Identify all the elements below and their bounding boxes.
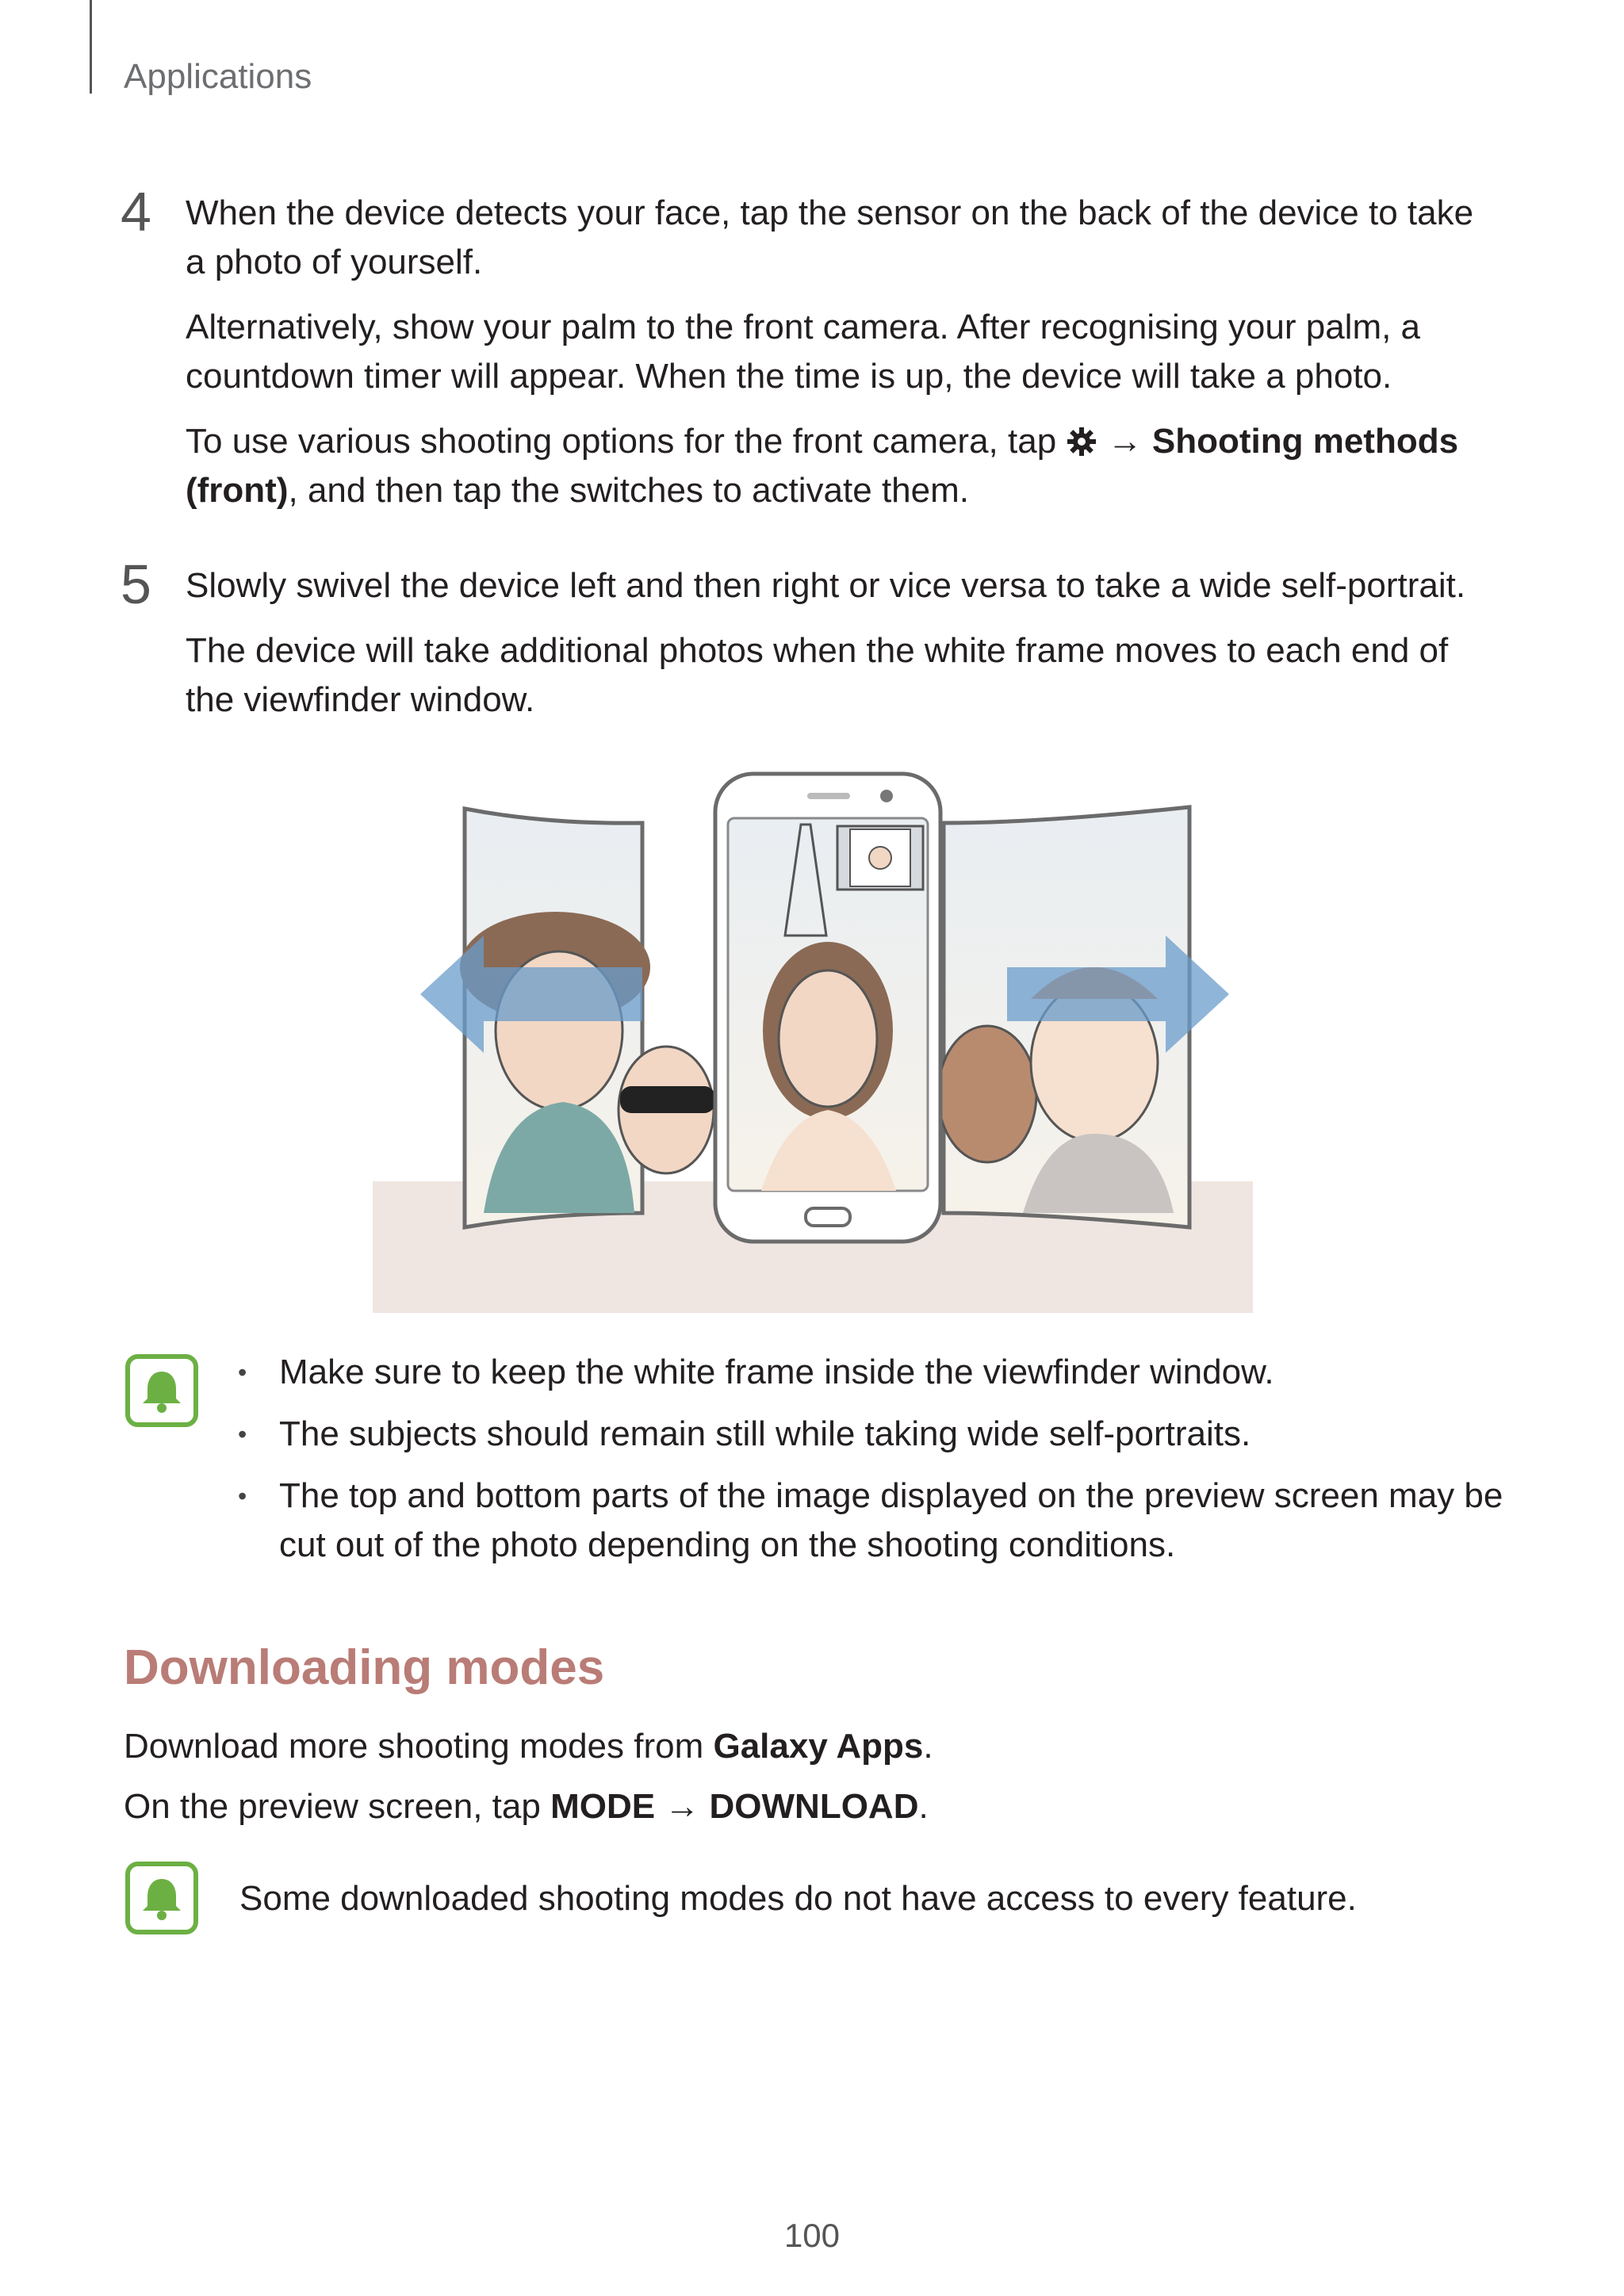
section-title: Downloading modes [124,1640,605,1695]
notes-list [238,1348,1507,1582]
step-4-text-3-pre: To use various shooting options for the front camera, tap [186,422,1067,461]
step-5-text-1: Slowly swivel the device left and then right or vice versa to take a wide self-portrait. [186,566,1466,605]
downloading-line-1-pre: Download more shooting modes from [124,1727,714,1766]
step-5-text-2: The device will take additional photos when the white frame moves to each end of the viewfinder window. [186,631,1449,719]
note-item: • The subjects should remain still while taking wide self-portraits. [238,1410,1507,1459]
downloading-line-2-arrow: → [655,1787,710,1826]
shooting-methods-label: Shooting methods (front) [186,422,1459,510]
mode-label: MODE [550,1787,656,1826]
note-2-text: Some downloaded shooting modes do not have access to every feature. [239,1879,1357,1918]
note-item: • The top and bottom parts of the image displayed on the preview screen may be cut out of the photo depending on the shooting conditions. [238,1471,1507,1570]
galaxy-apps-label: Galaxy Apps [713,1727,924,1766]
step-4-number: 4 [121,181,151,243]
note-item: • Make sure to keep the white frame inside the viewfinder window. [238,1348,1507,1397]
note-icon-2 [125,1862,198,1934]
page-number: 100 [783,2217,841,2254]
wide-selfie-illustration [373,769,1253,1313]
note-icon-1 [125,1354,198,1427]
download-label: DOWNLOAD [709,1787,919,1826]
step-4-text-3-post: , and then tap the switches to activate them. [288,471,969,510]
step-4-text-1: When the device detects your face, tap the sensor on the back of the device to take a photo of yourself. [186,193,1474,281]
downloading-line-2 [124,1782,1424,1831]
bell-icon [136,1873,187,1923]
section-label: Applications [124,57,312,96]
downloading-line-2-pre: On the preview screen, tap [124,1787,551,1826]
step-4-text-3-arrow: → [1097,422,1152,461]
step-4-text-2: Alternatively, show your palm to the front camera. After recognising your palm, a countdown timer will appear. When the time is up, the device will take a photo. [186,308,1421,396]
downloading-line-2-post: . [918,1787,929,1826]
bell-icon [136,1365,187,1416]
downloading-line-1-post: . [923,1727,933,1766]
step-5-number: 5 [121,553,151,615]
downloading-line-1 [124,1722,1424,1771]
header-rule [90,0,92,94]
gear-icon [1066,422,1097,453]
step-4-text-3 [186,417,1486,515]
